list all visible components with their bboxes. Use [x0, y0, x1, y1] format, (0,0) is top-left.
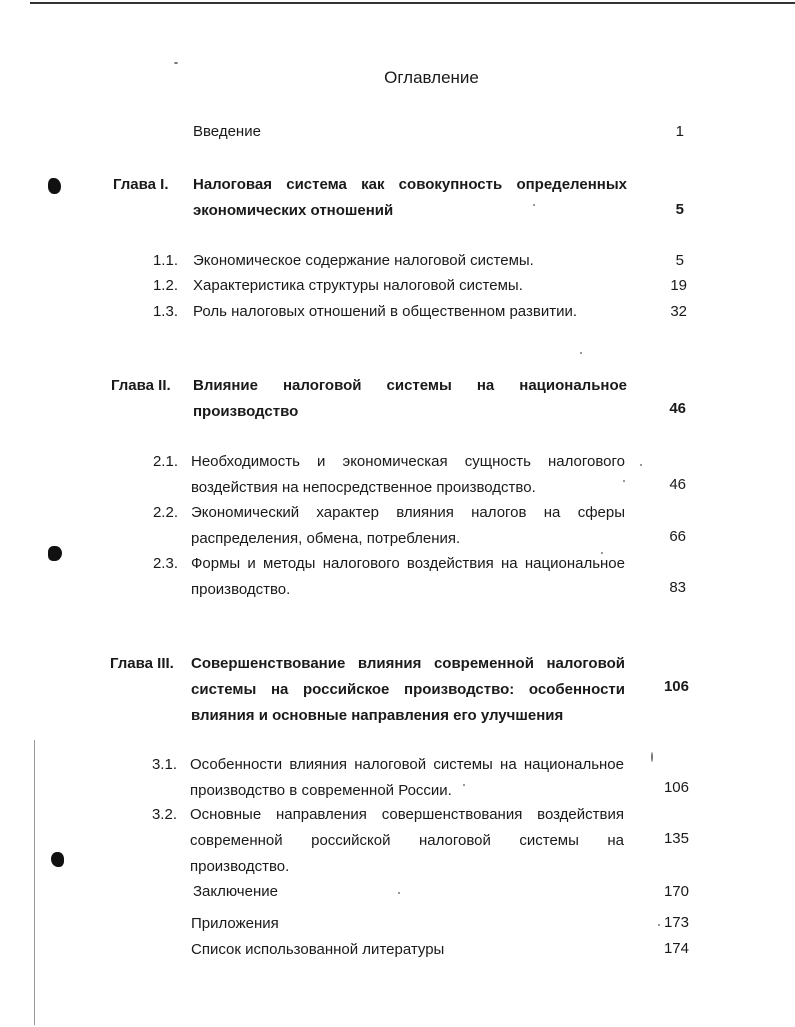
chapter-3-label: Глава III. — [110, 655, 174, 672]
section-2-1-title: Необходимость и экономическая сущность налогового воздействия на непосредственное производство. — [191, 453, 625, 496]
section-3-1-num: 3.1. — [151, 756, 177, 773]
section-2-3-num: 2.3. — [152, 555, 178, 572]
chapter-3-page: 106 — [663, 678, 689, 695]
section-1-3-page: 32 — [670, 303, 687, 320]
section-3-1-page: 106 — [663, 779, 689, 796]
scan-speck — [398, 892, 400, 894]
section-2-2-title: Экономический характер влияния налогов на сферы распределения, обмена, потребления. — [191, 504, 625, 547]
scan-speck — [174, 62, 178, 64]
chapter-2-page: 46 — [669, 400, 686, 417]
section-1-1-num: 1.1. — [152, 252, 178, 269]
conclusion-label: Заключение — [193, 883, 278, 900]
scan-blot-2 — [48, 546, 62, 561]
appendices-page: 173 — [663, 914, 689, 931]
page-title: Оглавление — [384, 68, 479, 87]
chapter-2-label: Глава II. — [111, 377, 171, 394]
section-1-2-num: 1.2. — [152, 277, 178, 294]
scan-edge-line — [30, 2, 795, 4]
section-2-2-num: 2.2. — [152, 504, 178, 521]
chapter-1-page: 5 — [675, 201, 684, 218]
chapter-1-label: Глава I. — [113, 176, 169, 193]
bibliography-page: 174 — [663, 940, 689, 957]
section-2-3-title: Формы и методы налогового воздействия на национальное производство. — [191, 555, 625, 598]
section-1-1-title: Экономическое содержание налоговой системы. — [193, 252, 534, 269]
section-2-3-page: 83 — [669, 579, 686, 596]
scan-blot-3 — [51, 852, 64, 867]
scan-speck — [640, 464, 642, 466]
section-1-2-title: Характеристика структуры налоговой системы. — [193, 277, 523, 294]
scan-speck — [651, 752, 653, 762]
chapter-1-title: Налоговая система как совокупность определенных экономических отношений — [193, 176, 627, 219]
conclusion-page: 170 — [663, 883, 689, 900]
chapter-2-title: Влияние налоговой системы на национальное производство — [193, 377, 627, 420]
section-2-1-num: 2.1. — [152, 453, 178, 470]
intro-label: Введение — [193, 123, 261, 140]
section-3-1-title: Особенности влияния налоговой системы на национальное производство в современной России. — [190, 756, 624, 799]
section-1-3-title: Роль налоговых отношений в общественном развитии. — [193, 303, 578, 320]
intro-page: 1 — [675, 123, 684, 140]
bibliography-label: Список использованной литературы — [191, 941, 445, 958]
section-2-2-page: 66 — [669, 528, 686, 545]
section-1-2-page: 19 — [670, 277, 687, 294]
section-3-2-page: 135 — [663, 830, 689, 847]
chapter-3-title: Совершенствование влияния современной налоговой системы на российское производство: особенности влияния и основные направления его улучшения — [191, 655, 625, 724]
section-1-3-num: 1.3. — [152, 303, 178, 320]
scan-margin-line — [34, 740, 35, 1025]
scan-speck — [580, 352, 582, 354]
section-3-2-num: 3.2. — [151, 806, 177, 823]
appendices-label: Приложения — [191, 915, 279, 932]
section-3-2-title: Основные направления совершенствования воздействия современной российской налоговой системы на производство. — [190, 806, 624, 875]
scan-blot-1 — [48, 178, 61, 194]
section-2-1-page: 46 — [669, 476, 686, 493]
section-1-1-page: 5 — [675, 252, 684, 269]
